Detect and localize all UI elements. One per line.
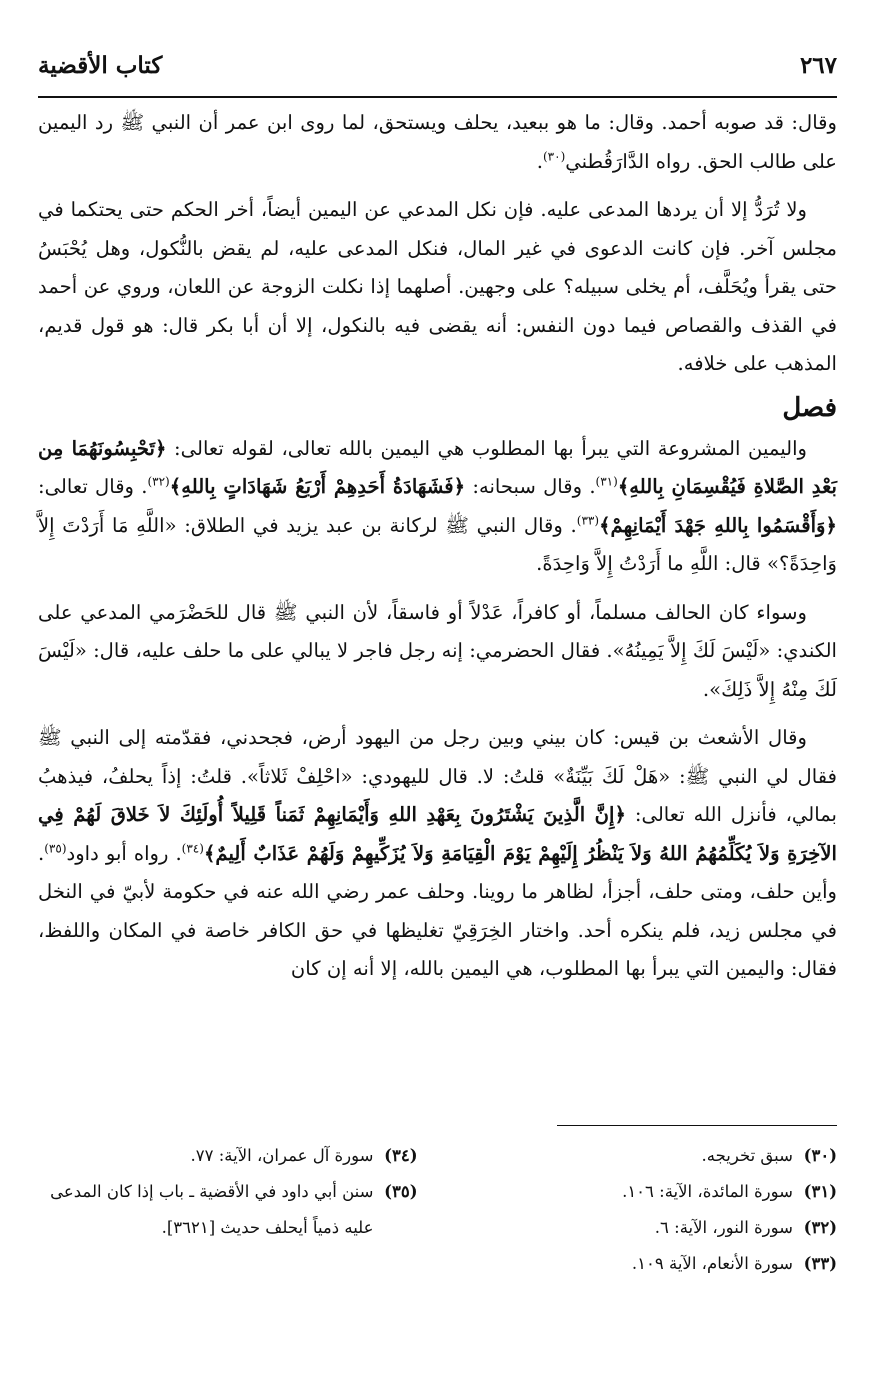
footnote-34: (٣٤) سورة آل عمران، الآية: ٧٧. bbox=[190, 1146, 418, 1165]
footnote-33: (٣٣) سورة الأنعام، الآية ١٠٩. bbox=[631, 1254, 837, 1273]
footnote-31: (٣١) سورة المائدة، الآية: ١٠٦. bbox=[622, 1182, 837, 1201]
page-header bbox=[38, 40, 837, 90]
paragraph-1: وقال: قد صوبه أحمد. وقال: ما هو ببعيد، يحلف ويستحق، لما روى ابن عمر أن النبي ﷺ رد اليمين على طالب الحق. رواه الدَّارَقُطني$^{(٣٠)}$. bbox=[38, 111, 837, 173]
footnote-35: (٣٥) سنن أبي داود في الأقضية ـ باب إذا كان المدعى عليه ذمياً أيحلف حديث [٣٦٢١]. bbox=[50, 1182, 418, 1237]
paragraph-2: ولا تُرَدُّ إلا أن يردها المدعى عليه. فإن نكل المدعي عن اليمين أيضاً، أخر الحكم حتى يحتكما في مجلس آخر. فإن كانت الدعوى في غير المال، فنكل المدعى عليه، لم يقض بالنُّكول، وهل يُحْبَسُ حتى يقرأ ويُحَلَّف، أم يخلى سبيله؟ على وجهين. أصلهما إذا نكلت الزوجة عن اللعان، وروي عن أحمد في القذف والقصاص فيما دون النفس: أنه يقضى فيه بالنكول، إلا أن أبا بكر قال: هو قول قديم، المذهب على خلافه. bbox=[38, 198, 837, 375]
quran-verse-2: ﴿فَشَهَادَةُ أَحَدِهِمْ أَرْبَعُ شَهَادَاتٍ بِاللهِ﴾ bbox=[169, 475, 466, 498]
quran-verse-4: ﴿إِنَّ الَّذِينَ يَشْتَرُونَ بِعَهْدِ اللهِ وَأَيْمَانِهِمْ ثَمَناً قَلِيلاً أُولَئِكَ لاَ خَلاقَ لَهُمْ فِي الآخِرَةِ وَلاَ يُكَلِّمُهُمُ اللهُ وَلاَ يَنْظُرُ إِلَيْهِمْ يَوْمَ الْقِيَامَةِ وَلاَ يُزَكِّيهِمْ وَلَهُمْ عَذَابٌ أَلِيمٌ﴾ bbox=[38, 803, 837, 865]
footnote-ref-35: (٣٥) bbox=[44, 840, 67, 855]
footnote-30: (٣٠) سبق تخريجه. bbox=[701, 1146, 837, 1165]
footnote-32: (٣٢) سورة النور، الآية: ٦. bbox=[654, 1218, 837, 1237]
footnote-ref-31: (٣١) bbox=[595, 474, 618, 489]
paragraph-5: وقال الأشعث بن قيس: كان بيني وبين رجل من اليهود أرض، فجحدني، فقدّمته إلى النبي ﷺ فقال لي النبي ﷺ: «هَلْ لَكَ بَيِّنَةٌ» قلتُ: لا. قال لليهودي: «احْلِفْ ثَلاثاً». قلتُ: إذاً يحلفُ، فيذهبُ بمالي، فأنزل الله تعالى: ﴿إِنَّ الَّذِينَ يَشْتَرُونَ بِعَهْدِ اللهِ وَأَيْمَانِهِمْ ثَمَناً قَلِيلاً أُولَئِكَ لاَ خَلاقَ لَهُمْ فِي الآخِرَةِ وَلاَ يُكَلِّمُهُمُ اللهُ وَلاَ يَنْظُرُ إِلَيْهِمْ يَوْمَ الْقِيَامَةِ وَلاَ يُزَكِّيهِمْ وَلَهُمْ عَذَابٌ أَلِيمٌ﴾$^{(٣٤)}$. رواه أبو داود$^{(٣٥)}$. وأين حلف، ومتى حلف، أجزأ، لظاهر ما روينا. وحلف عمر رضي الله عنه في حكومة لأبيّ في النخل في مجلس زيد، فلم ينكره أحد. واختار الخِرَقِيّ تغليظها في حق الكافر خاصة في المكان واللفظ، فقال: واليمين التي يبرأ بها المطلوب، هي اليمين بالله، إلا أنه إن كان bbox=[38, 726, 837, 980]
footnote-rule bbox=[557, 1125, 837, 1126]
footnotes-left-column bbox=[38, 1138, 418, 1282]
footnote-ref-30: (٣٠) bbox=[542, 148, 566, 163]
paragraph-4: وسواء كان الحالف مسلماً، أو كافراً، عَدْلاً أو فاسقاً، لأن النبي ﷺ قال للحَضْرَمي المدعي على الكندي: «لَيْسَ لَكَ إِلاَّ يَمِينُهُ». فقال الحضرمي: إنه رجل فاجر لا يبالي على ما حلف عليه، قال: «لَيْسَ لَكَ مِنْهُ إِلاَّ ذَلِكَ». bbox=[38, 600, 837, 701]
footnotes bbox=[38, 1138, 837, 1282]
header-rule bbox=[38, 96, 837, 98]
section-heading: فصل bbox=[782, 392, 837, 423]
paragraph-3: واليمين المشروعة التي يبرأ بها المطلوب هي اليمين بالله تعالى، لقوله تعالى: ﴿تَحْبِسُونَهُمَا مِن بَعْدِ الصَّلاةِ فَيُقْسِمَانِ بِاللهِ﴾$^{(٣١)}$. وقال سبحانه: ﴿فَشَهَادَةُ أَحَدِهِمْ أَرْبَعُ شَهَادَاتٍ بِاللهِ﴾$^{(٣٢)}$. وقال تعالى: ﴿وَأَقْسَمُوا بِاللهِ جَهْدَ أَيْمَانِهِمْ﴾$^{(٣٣)}$. وقال النبي ﷺ لركانة بن عبد يزيد في الطلاق: «اللَّهِ مَا أَرَدْتَ إِلاَّ وَاحِدَةً؟» قال: اللَّهِ ما أَرَدْتُ إِلاَّ وَاحِدَةً. bbox=[38, 436, 838, 575]
footnotes-right-column bbox=[458, 1138, 838, 1282]
page-number: ٢٦٧ bbox=[799, 51, 837, 79]
quran-verse-1: ﴿تَحْبِسُونَهُمَا مِن بَعْدِ الصَّلاةِ فَيُقْسِمَانِ بِاللهِ﴾ bbox=[38, 436, 837, 498]
footnote-ref-32: (٣٢) bbox=[147, 474, 170, 489]
quran-verse-3: ﴿وَأَقْسَمُوا بِاللهِ جَهْدَ أَيْمَانِهِمْ﴾ bbox=[599, 513, 838, 537]
footnote-ref-34: (٣٤) bbox=[181, 840, 204, 855]
main-text bbox=[38, 104, 837, 989]
footnote-ref-33: (٣٣) bbox=[576, 512, 600, 527]
chapter-title: كتاب الأقضية bbox=[38, 51, 163, 79]
